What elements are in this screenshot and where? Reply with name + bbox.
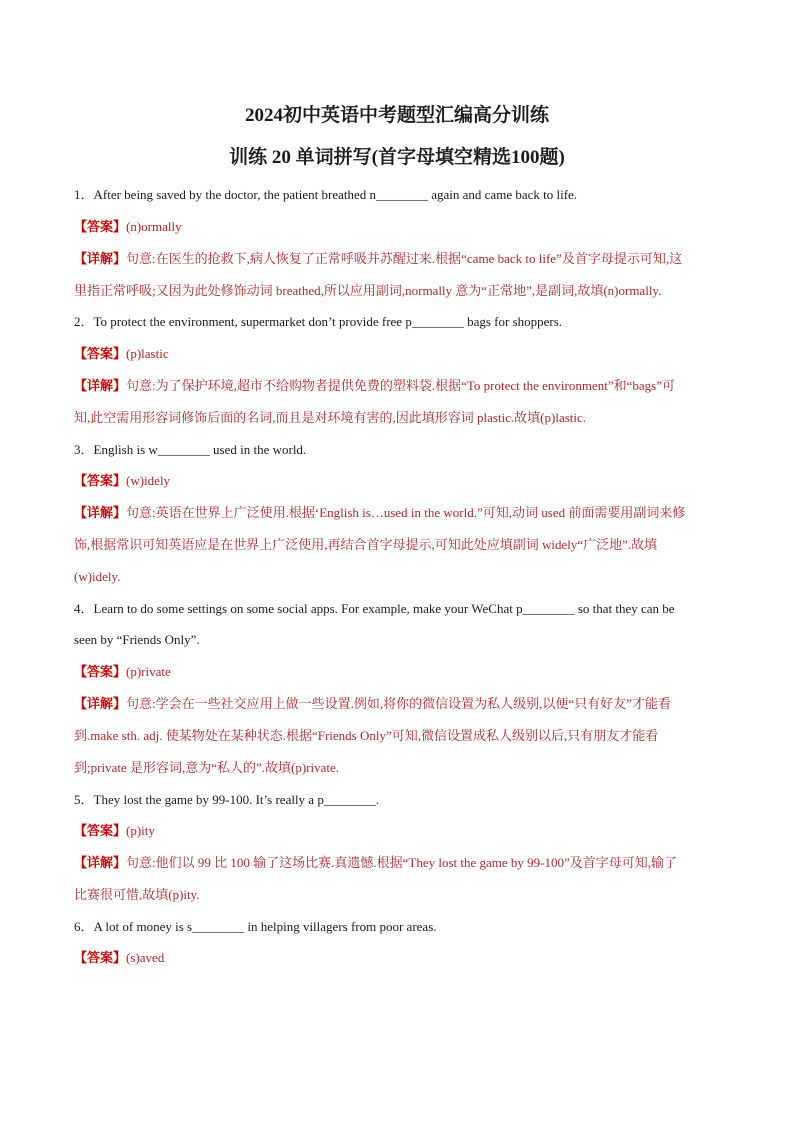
- detail-3-line-1: [74, 503, 724, 523]
- question-2: 2．To protect the environment, supermarket don’t provide free p________ bags for shoppers.: [74, 314, 563, 329]
- answer-4: [74, 662, 724, 682]
- answer-text: (p)lastic: [126, 346, 169, 361]
- document-title: 2024初中英语中考题型汇编高分训练: [244, 105, 549, 126]
- detail-tag: 【详解】: [74, 696, 127, 711]
- answer-5: [74, 821, 724, 841]
- detail-tag: 【详解】: [74, 855, 127, 870]
- detail-4-line-2: 到.make sth. adj. 使某物处在某种状态.根据“Friends Only”可知,微信设置成私人级别以后,只有朋友才能看: [74, 728, 659, 743]
- detail-5-line-1: [74, 853, 724, 873]
- answer-text: (p)ity: [126, 823, 155, 838]
- answer-tag: 【答案】: [74, 823, 127, 838]
- detail-2-line-1: [74, 376, 724, 396]
- detail-tag: 【详解】: [74, 505, 127, 520]
- question-1: 1．After being saved by the doctor, the patient breathed n________ again and came back to life.: [74, 187, 578, 202]
- answer-tag: 【答案】: [74, 950, 127, 965]
- answer-text: (n)ormally: [126, 219, 182, 234]
- detail-1-line-1: [74, 249, 724, 269]
- document-subtitle: 训练 20 单词拼写(首字母填空精选100题): [229, 147, 565, 168]
- answer-text: (p)rivate: [126, 664, 171, 679]
- question-6: 6．A lot of money is s________ in helping villagers from poor areas.: [74, 919, 437, 934]
- detail-5-line-2: 比赛很可惜,故填(p)ity.: [74, 887, 200, 902]
- detail-4-line-1: [74, 694, 724, 714]
- answer-2: [74, 344, 724, 364]
- detail-text: 句意:他们以 99 比 100 输了这场比赛.真遗憾.根据“They lost the game by 99-100”及首字母可知,输了: [126, 855, 678, 870]
- answer-6: [74, 948, 724, 968]
- answer-tag: 【答案】: [74, 346, 127, 361]
- answer-1: [74, 217, 724, 237]
- detail-1-line-2: 里指正常呼吸;又因为此处修饰动词 breathed,所以应用副词,normally 意为“正常地”,是副词,故填(n)ormally.: [74, 283, 662, 298]
- detail-2-line-2: 知,此空需用形容词修饰后面的名词,而且是对环境有害的,因此填形容词 plastic.故填(p)lastic.: [74, 410, 587, 425]
- answer-tag: 【答案】: [74, 219, 127, 234]
- detail-3-line-2: 饰,根据常识可知英语应是在世界上广泛使用,再结合首字母提示,可知此处应填副词 widely“广泛地”.故填: [74, 537, 658, 552]
- detail-text: 句意:为了保护环境,超市不给购物者提供免费的塑料袋.根据“To protect the environment”和“bags”可: [126, 378, 675, 393]
- answer-3: [74, 471, 724, 491]
- question-5: 5．They lost the game by 99-100. It’s really a p________.: [74, 792, 380, 807]
- question-3: 3．English is w________ used in the world.: [74, 442, 307, 457]
- detail-tag: 【详解】: [74, 251, 127, 266]
- detail-text: 句意:学会在一些社交应用上做一些设置.例如,将你的微信设置为私人级别,以便“只有好友”才能看: [126, 696, 671, 711]
- answer-text: (s)aved: [126, 950, 165, 965]
- detail-tag: 【详解】: [74, 378, 127, 393]
- question-4-line-2: seen by “Friends Only”.: [74, 632, 200, 647]
- answer-text: (w)idely: [126, 473, 171, 488]
- answer-tag: 【答案】: [74, 664, 127, 679]
- answer-tag: 【答案】: [74, 473, 127, 488]
- detail-text: 句意:英语在世界上广泛使用.根据‘English is…used in the world.”可知,动词 used 前面需要用副词来修: [126, 505, 686, 520]
- detail-3-line-3: (w)idely.: [74, 569, 121, 584]
- question-4-line-1: 4．Learn to do some settings on some social apps. For example, make your WeChat p________ so that they can be: [74, 601, 675, 616]
- detail-text: 句意:在医生的抢救下,病人恢复了正常呼吸并苏醒过来.根据“came back to life”及首字母提示可知,这: [126, 251, 683, 266]
- detail-4-line-3: 到;private 是形容词,意为“私人的”.故填(p)rivate.: [74, 760, 339, 775]
